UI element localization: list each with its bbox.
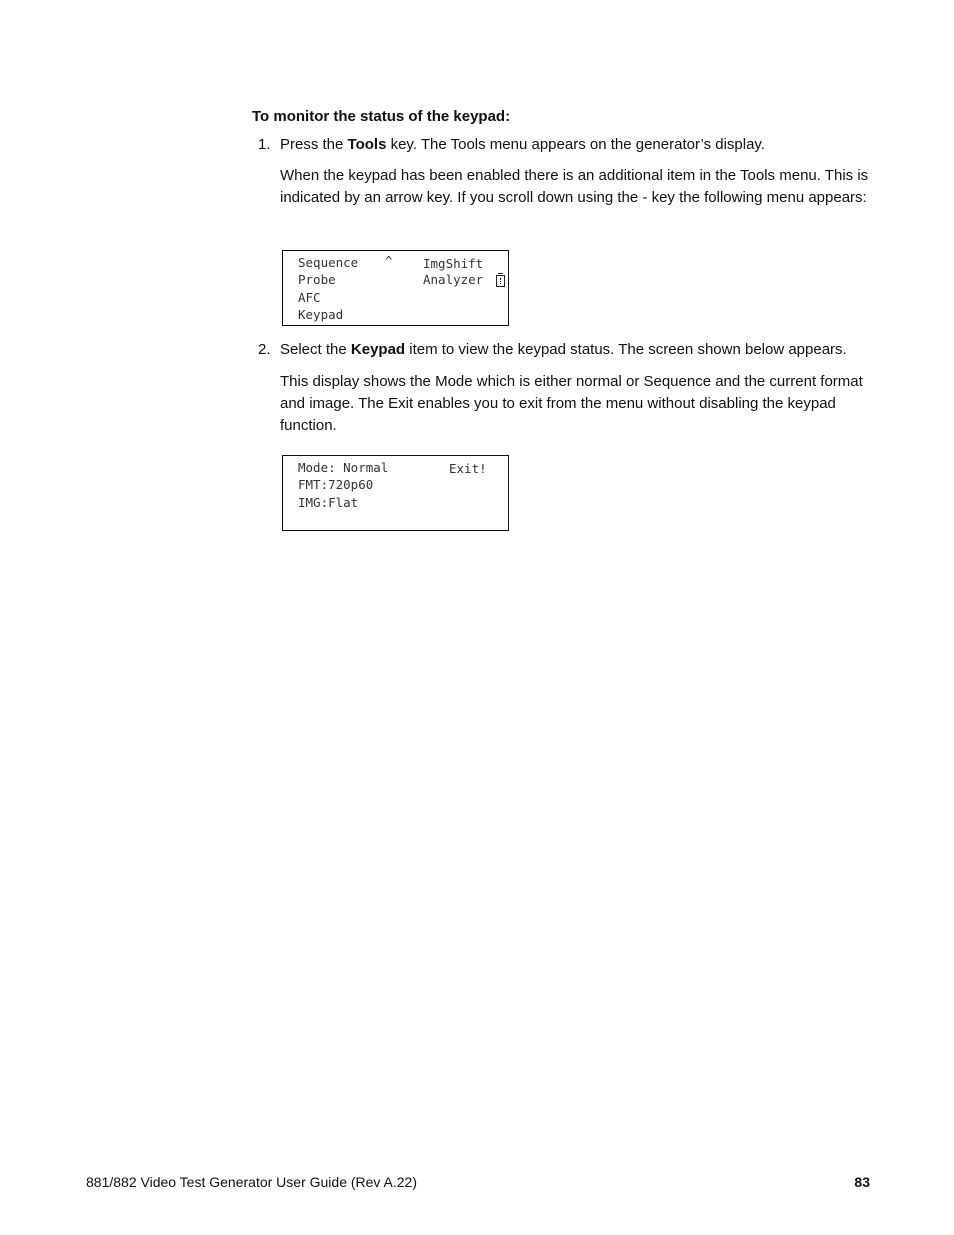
step-2-post: item to view the keypad status. The screen shown below appears. (405, 341, 847, 358)
step-1-pre: Press the (280, 136, 348, 153)
lcd-menu-item: Probe (298, 272, 336, 287)
lcd-menu-item: Analyzer (423, 272, 484, 287)
keyboard-icon (496, 275, 505, 287)
step-1-text (280, 134, 875, 156)
step-1-paragraph: When the keypad has been enabled there is an additional item in the Tools menu. This is indicated by an arrow key. If you scroll down using the - key the following menu appears: (280, 167, 869, 206)
step-1-key-name: Tools (347, 136, 387, 153)
step-2-paragraph: This display shows the Mode which is either normal or Sequence and the current format and image. The Exit enables you to exit from the menu without disabling the keypad function. (280, 373, 863, 434)
lcd-exit-option: Exit! (449, 461, 487, 476)
lcd-image-line: IMG:Flat (298, 495, 359, 510)
lcd-format-line: FMT:720p60 (298, 477, 374, 492)
step-2-pre: Select the (280, 341, 351, 358)
step-2-item-name: Keypad (350, 341, 406, 358)
page-number: 83 (854, 1174, 870, 1190)
lcd-menu-item: AFC (298, 290, 321, 305)
step-1-number: 1. (258, 136, 271, 153)
lcd-menu-item: Keypad (298, 307, 344, 322)
lcd-mode-line: Mode: Normal (298, 460, 389, 475)
lcd-menu-item: ImgShift (423, 256, 484, 271)
step-1-post: key. The Tools menu appears on the generator’s display. (386, 136, 765, 153)
section-heading: To monitor the status of the keypad: (252, 108, 511, 125)
keypad-status-display (282, 455, 509, 531)
lcd-menu-item: Sequence (298, 255, 359, 270)
footer-title: 881/882 Video Test Generator User Guide (Rev A.22) (86, 1174, 418, 1190)
step-2-text (280, 339, 875, 361)
scroll-up-caret: ^ (385, 253, 393, 268)
tools-menu-display (282, 250, 509, 326)
step-2-number: 2. (258, 341, 271, 358)
